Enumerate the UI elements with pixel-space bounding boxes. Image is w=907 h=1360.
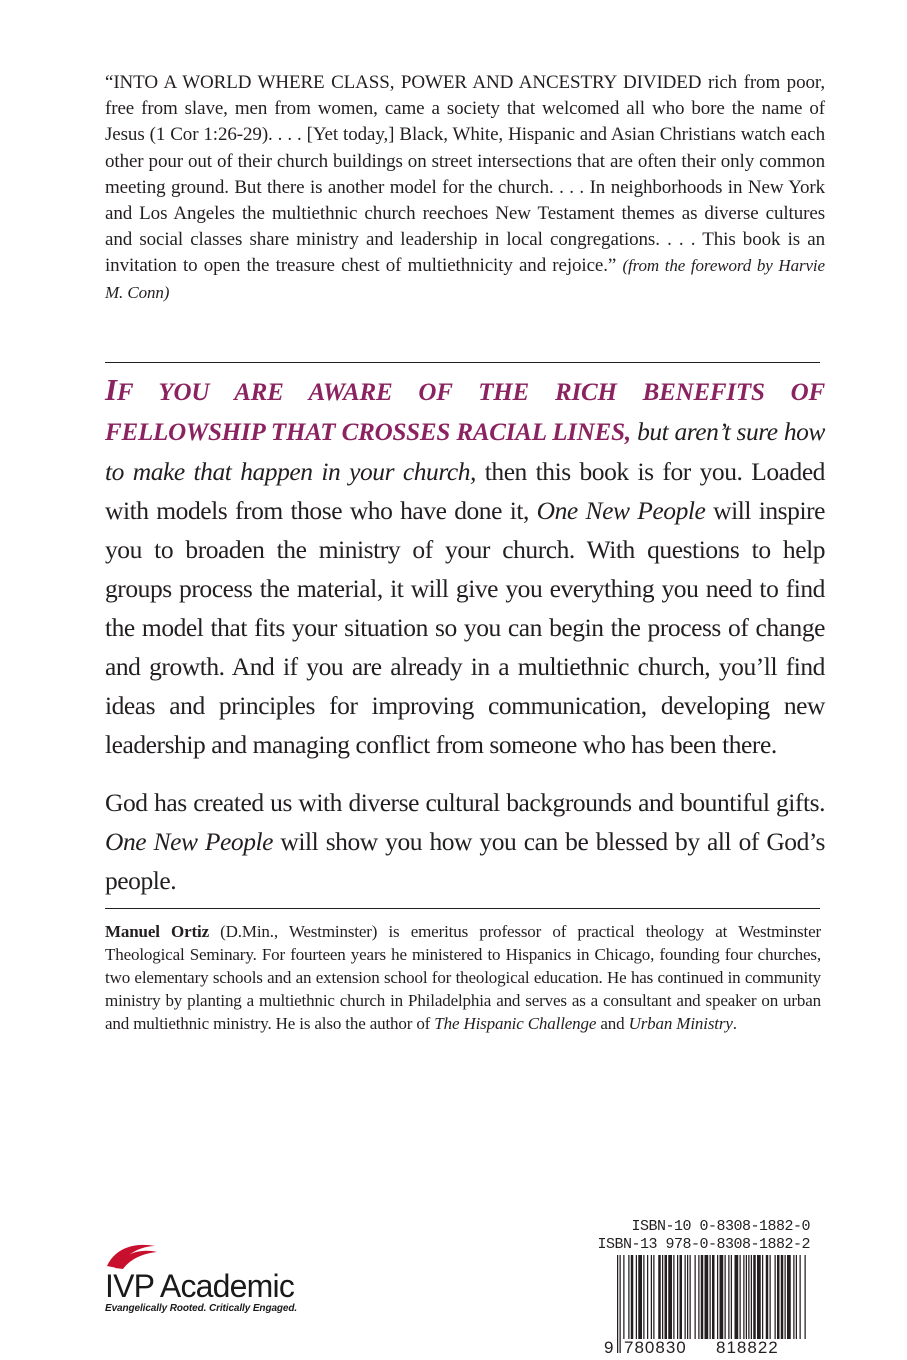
barcode-bar <box>680 1255 683 1339</box>
barcode-bar <box>623 1255 624 1339</box>
drop-letter: I <box>105 372 117 407</box>
barcode-bar <box>638 1255 642 1339</box>
quote-text: rich from poor, free from slave, men from women, came a society that welcomed all who bore the name of Jesus (1 Cor 1:26-29). . . . [Yet today,] Black, White, Hispanic and Asian Christians watch each other pour out of their church buildings on street intersections that are often their only common meeting ground. But there is another model for the church. . . . In neighborhoods in New York and Los Angeles the multiethnic church reechoes New Testament themes as diverse cultures and social classes share ministry and leadership in local congregations. . . . This book is an invitation to open the treasure chest of multiethnicity and rejoice.” <box>105 72 825 277</box>
barcode-bar <box>787 1255 791 1339</box>
barcode-bar <box>757 1255 761 1339</box>
publisher-tagline: Evangelically Rooted. Critically Engaged. <box>105 1303 298 1314</box>
barcode-bar <box>628 1255 629 1339</box>
bio-end: . <box>732 1014 737 1033</box>
barcode-bar <box>775 1255 776 1339</box>
barcode-bar <box>735 1255 739 1339</box>
barcode-bar <box>647 1255 648 1339</box>
publisher-logo <box>105 1240 325 1320</box>
pitch2-text-2: will show you how you can be blessed by all of God’s people. <box>105 827 825 895</box>
author-bio <box>105 920 821 1035</box>
barcode-bar <box>781 1255 784 1339</box>
barcode-bar <box>770 1255 771 1339</box>
barcode-bar <box>717 1255 718 1339</box>
quote-caps-lead: “INTO A WORLD WHERE CLASS, POWER AND ANCESTRY DIVIDED <box>105 72 702 93</box>
barcode-bar <box>785 1255 786 1339</box>
barcode-bar <box>701 1255 704 1339</box>
barcode-bar <box>710 1255 711 1339</box>
quote-attribution: (from the foreword by Harvie M. Conn) <box>105 256 825 302</box>
barcode-bar <box>636 1255 637 1339</box>
book-title-2: One New People <box>105 827 274 856</box>
pitch-italic: but aren’t sure how to make that happen in your church, <box>105 417 825 486</box>
barcode-bar <box>762 1255 763 1339</box>
pitch-text-2: will inspire you to broaden the ministry of your church. With questions to help groups process the material, it will give you everything you need to find the model that fits your situation so you can begin the process of change and growth. And if you are already in a multiethnic church, you’ll find ideas and principles for improving communication, developing new leadership and managing conflict from someone who has been there. <box>105 496 826 759</box>
barcode-digit-lead: 9 <box>604 1338 614 1357</box>
book-title: One New People <box>536 496 706 525</box>
barcode-bar <box>793 1255 794 1339</box>
barcode-bar <box>653 1255 654 1339</box>
barcode-bar <box>805 1255 806 1339</box>
barcode-bar <box>698 1255 699 1339</box>
bio-book-1: The Hispanic Challenge <box>434 1014 597 1033</box>
barcode-bar <box>748 1255 749 1339</box>
barcode-bar <box>662 1255 663 1339</box>
bio-text: (D.Min., Westminster) is emeritus professor of practical theology at Westminster Theological Seminary. For fourteen years he ministered to Hispanics in Chicago, founding four churches, two elementary schools and an extension school for theological education. He has continued in community ministry by planting a multiethnic church in Philadelphia and serves as a consultant and speaker on urban and multiethnic ministry. He is also the author of <box>105 922 821 1033</box>
barcode-bar <box>800 1255 801 1339</box>
publisher-name: IVP Academic <box>105 1268 295 1304</box>
barcode-bar <box>712 1255 715 1339</box>
barcode-bar <box>720 1255 724 1339</box>
pitch2-text-1: God has created us with diverse cultural backgrounds and bountiful gifts. <box>105 788 825 817</box>
isbn-block <box>597 1218 810 1254</box>
barcode-bar <box>695 1255 696 1339</box>
barcode-bar <box>753 1255 756 1339</box>
bio-and: and <box>596 1014 629 1033</box>
barcode-bar <box>673 1255 674 1339</box>
foreword-quote <box>105 70 825 306</box>
pitch-text-1: then this book is for you. Loaded with models from those who have done it, <box>105 457 825 525</box>
isbn-13: ISBN-13 978-0-8308-1882-2 <box>597 1236 810 1253</box>
swoosh-icon <box>105 1240 165 1270</box>
barcode-digit-group-1: 780830 <box>624 1338 687 1357</box>
barcode-bar <box>796 1255 797 1339</box>
barcode-bar <box>665 1255 668 1339</box>
barcode-bar <box>668 1255 672 1339</box>
barcode-bar <box>728 1255 729 1339</box>
barcode-bar <box>658 1255 661 1339</box>
barcode-bar <box>651 1255 652 1339</box>
pitch-paragraph-2 <box>105 783 825 900</box>
barcode-bar <box>751 1255 752 1339</box>
barcode-bar <box>677 1255 678 1339</box>
bio-book-2: Urban Ministry <box>628 1014 733 1033</box>
barcode-digits <box>603 1339 811 1359</box>
barcode-bar <box>777 1255 780 1339</box>
barcode-bar <box>766 1255 769 1339</box>
barcode-bar <box>725 1255 726 1339</box>
divider-top <box>105 362 820 363</box>
barcode-bar <box>687 1255 688 1339</box>
headline-text: F YOU ARE AWARE OF THE RICH BENEFITS OF FELLOWSHIP THAT CROSSES RACIAL LINES, <box>105 379 825 446</box>
barcode-bar <box>746 1255 747 1339</box>
barcode-bar <box>731 1255 732 1339</box>
barcode-bar <box>690 1255 691 1339</box>
barcode-bar <box>685 1255 686 1339</box>
author-name: Manuel Ortiz <box>105 922 209 941</box>
divider-bottom <box>105 908 820 909</box>
barcode-bar <box>705 1255 709 1339</box>
pitch-paragraph <box>105 370 825 764</box>
barcode-digit-group-2: 818822 <box>716 1338 779 1357</box>
barcode-bar <box>643 1255 644 1339</box>
isbn-10: ISBN-10 0-8308-1882-0 <box>631 1218 810 1235</box>
barcode-bar <box>631 1255 634 1339</box>
